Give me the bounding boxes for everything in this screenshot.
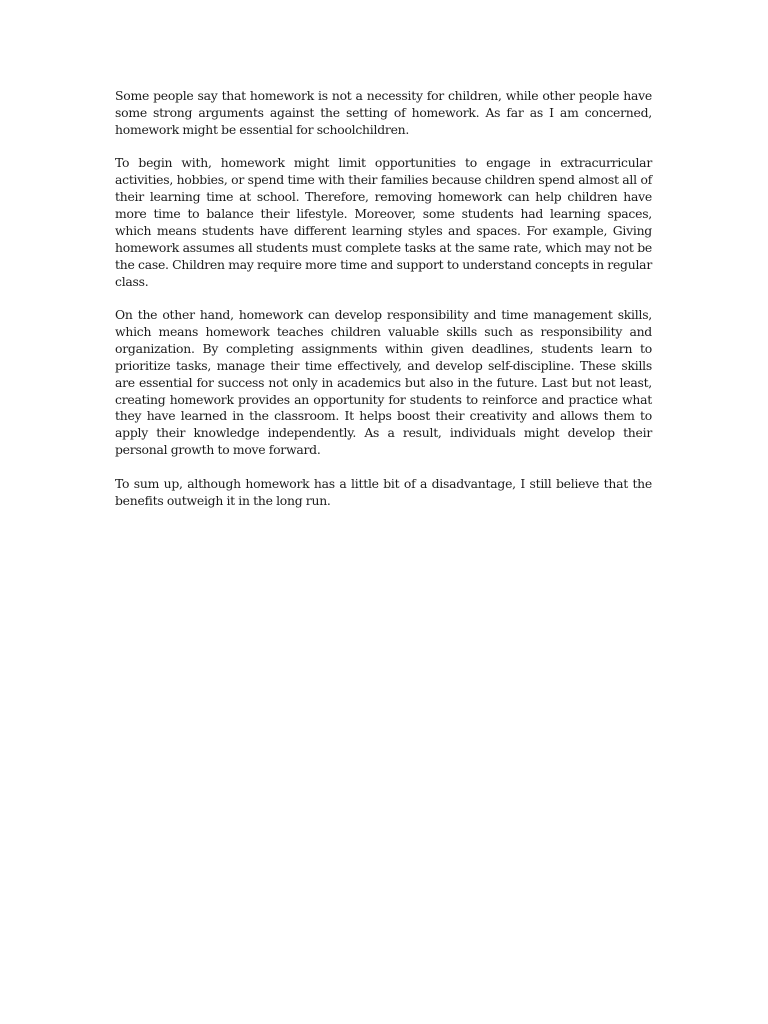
paragraph-advantages: On the other hand, homework can develop responsibility and time management skills, which means homework teaches children valuable skills such as responsibility and organization. By completing assignments within given deadlines, students learn to prioritize tasks, manage their time effectively, and develop self-discipline. These skills are essential for success not only in academics but also in the future. Last but not least, creating homework provides an opportunity for students to reinforce and practice what they have learned in the classroom. It helps boost their creativity and allows them to apply their knowledge independently. As a result, individuals might develop their personal growth to move forward.: [115, 306, 652, 458]
paragraph-introduction: Some people say that homework is not a necessity for children, while other people have some strong arguments against the setting of homework. As far as I am concerned, homework might be essential for schoolchildren.: [115, 88, 652, 137]
essay-body: [115, 88, 652, 526]
paragraph-conclusion: To sum up, although homework has a little bit of a disadvantage, I still believe that the benefits outweigh it in the long run.: [115, 475, 652, 508]
paragraph-disadvantages: To begin with, homework might limit opportunities to engage in extracurricular activities, hobbies, or spend time with their families because children spend almost all of their learning time at school. Therefore, removing homework can help children have more time to balance their lifestyle. Moreover, some students had learning spaces, which means students have different learning styles and spaces. For example, Giving homework assumes all students must complete tasks at the same rate, which may not be the case. Children may require more time and support to understand concepts in regular class.: [115, 155, 652, 289]
